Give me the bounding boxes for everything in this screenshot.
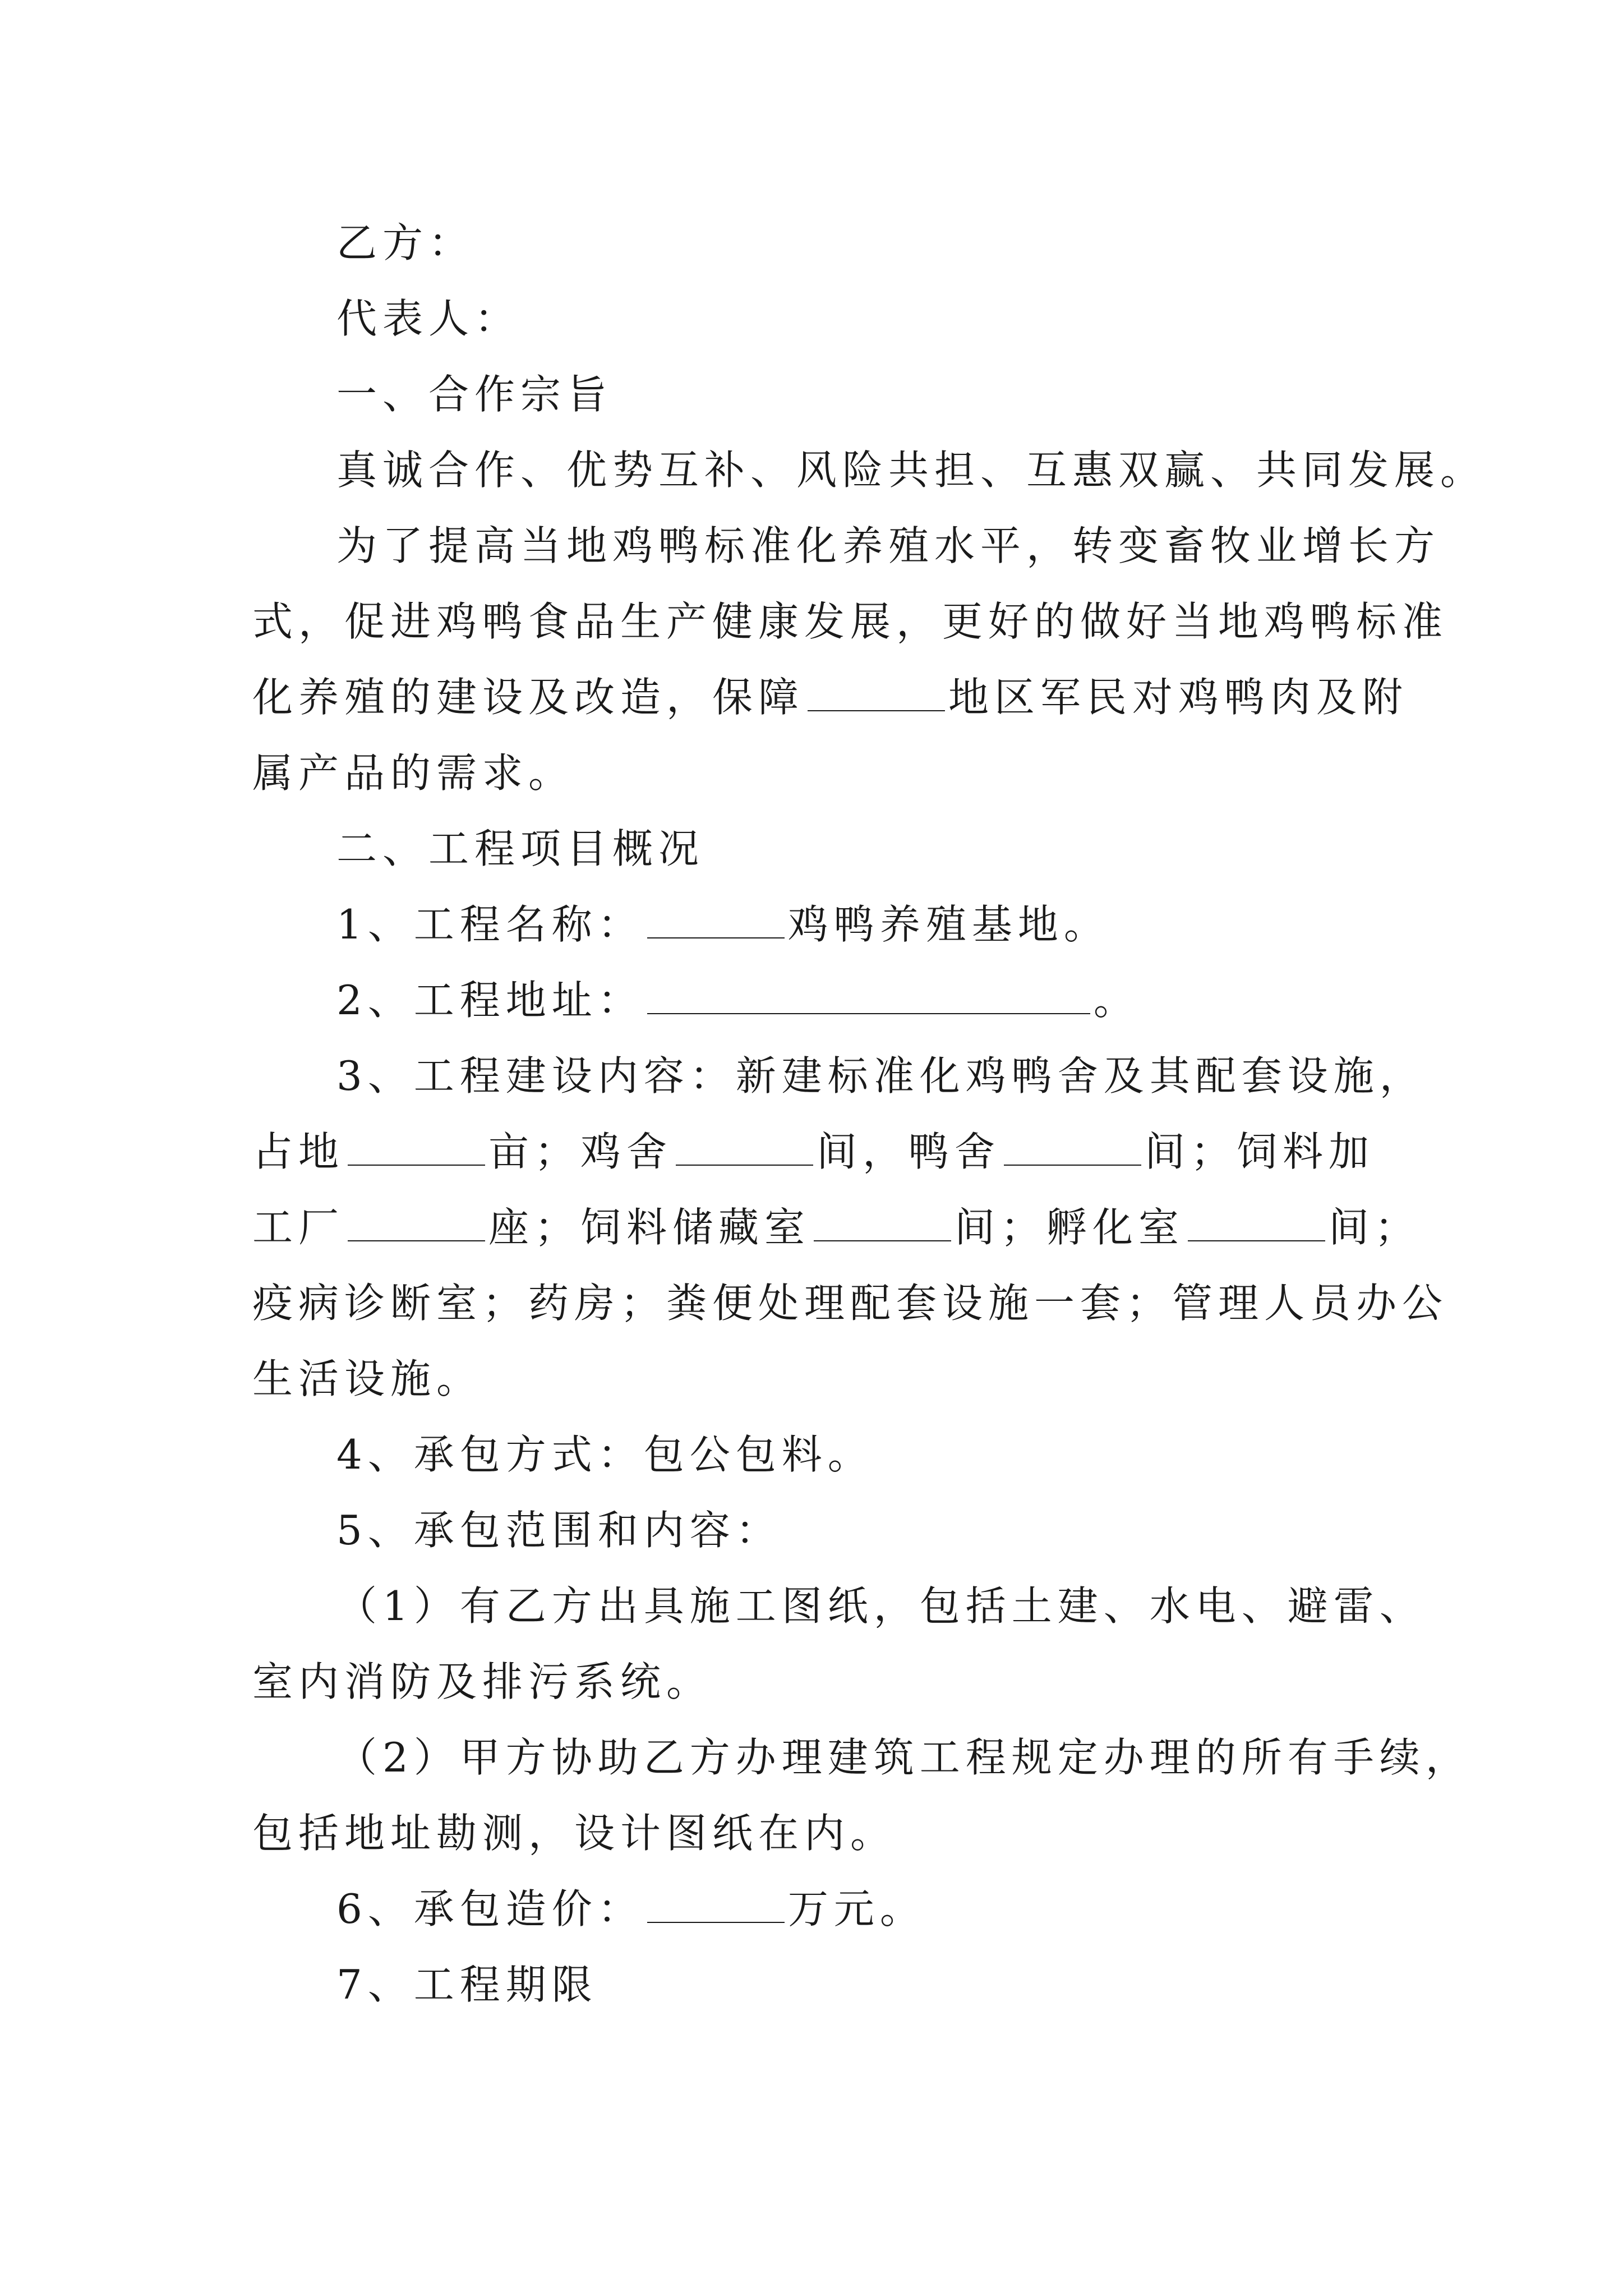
contract-method-item: 4、承包方式：包公包料。 xyxy=(336,1431,874,1478)
feed-storage-blank[interactable] xyxy=(814,1204,951,1241)
construction-content-line: 生活设施。 xyxy=(252,1355,483,1402)
construction-content-line: 疫病诊断室；药房；粪便处理配套设施一套；管理人员办公 xyxy=(252,1280,1449,1327)
duck-house-blank[interactable] xyxy=(1004,1129,1141,1166)
party-b-label: 乙方： xyxy=(336,219,475,266)
project-address-blank[interactable] xyxy=(647,977,1090,1014)
feed-factory-blank[interactable] xyxy=(348,1204,485,1241)
region-blank[interactable] xyxy=(808,674,945,711)
contract-price-item: 6、承包造价： 万元。 xyxy=(336,1885,926,1932)
contract-price-blank[interactable] xyxy=(647,1886,785,1923)
project-name-blank[interactable] xyxy=(647,901,785,938)
scope-clause-2-line: （2）甲方协助乙方办理建筑工程规定办理的所有手续， xyxy=(336,1734,1472,1781)
scope-clause-1-line: 室内消防及排污系统。 xyxy=(252,1658,713,1705)
hatchery-blank[interactable] xyxy=(1188,1204,1325,1241)
purpose-paragraph-line: 属产品的需求。 xyxy=(252,749,575,797)
chicken-house-blank[interactable] xyxy=(676,1129,813,1166)
construction-content-line: 占地 亩；鸡舍 间，鸭舍 间；饲料加 xyxy=(252,1128,1375,1175)
land-area-blank[interactable] xyxy=(348,1129,485,1166)
scope-clause-2-line: 包括地址勘测，设计图纸在内。 xyxy=(252,1810,897,1857)
section-1-heading: 一、合作宗旨 xyxy=(336,371,613,418)
contract-scope-item: 5、承包范围和内容： xyxy=(336,1507,782,1554)
purpose-paragraph-line: 化养殖的建设及改造，保障 地区军民对鸡鸭肉及附 xyxy=(252,674,1409,721)
construction-content-line: 工厂 座；饲料储藏室 间；孵化室 间； xyxy=(252,1204,1421,1251)
purpose-paragraph-line: 式，促进鸡鸭食品生产健康发展，更好的做好当地鸡鸭标准 xyxy=(252,598,1449,645)
section-1-motto: 真诚合作、优势互补、风险共担、互惠双赢、共同发展。 xyxy=(336,447,1487,494)
scope-clause-1-line: （1）有乙方出具施工图纸，包括土建、水电、避雷、 xyxy=(336,1582,1426,1630)
project-name-item: 1、工程名称： 鸡鸭养殖基地。 xyxy=(336,901,1110,948)
project-address-item: 2、工程地址： 。 xyxy=(336,977,1140,1024)
project-period-item: 7、工程期限 xyxy=(336,1961,598,2008)
purpose-paragraph-line: 为了提高当地鸡鸭标准化养殖水平，转变畜牧业增长方 xyxy=(336,522,1441,569)
representative-label: 代表人： xyxy=(336,295,521,342)
section-2-heading: 二、工程项目概况 xyxy=(336,825,705,872)
construction-content-line: 3、工程建设内容：新建标准化鸡鸭舍及其配套设施， xyxy=(336,1052,1426,1099)
